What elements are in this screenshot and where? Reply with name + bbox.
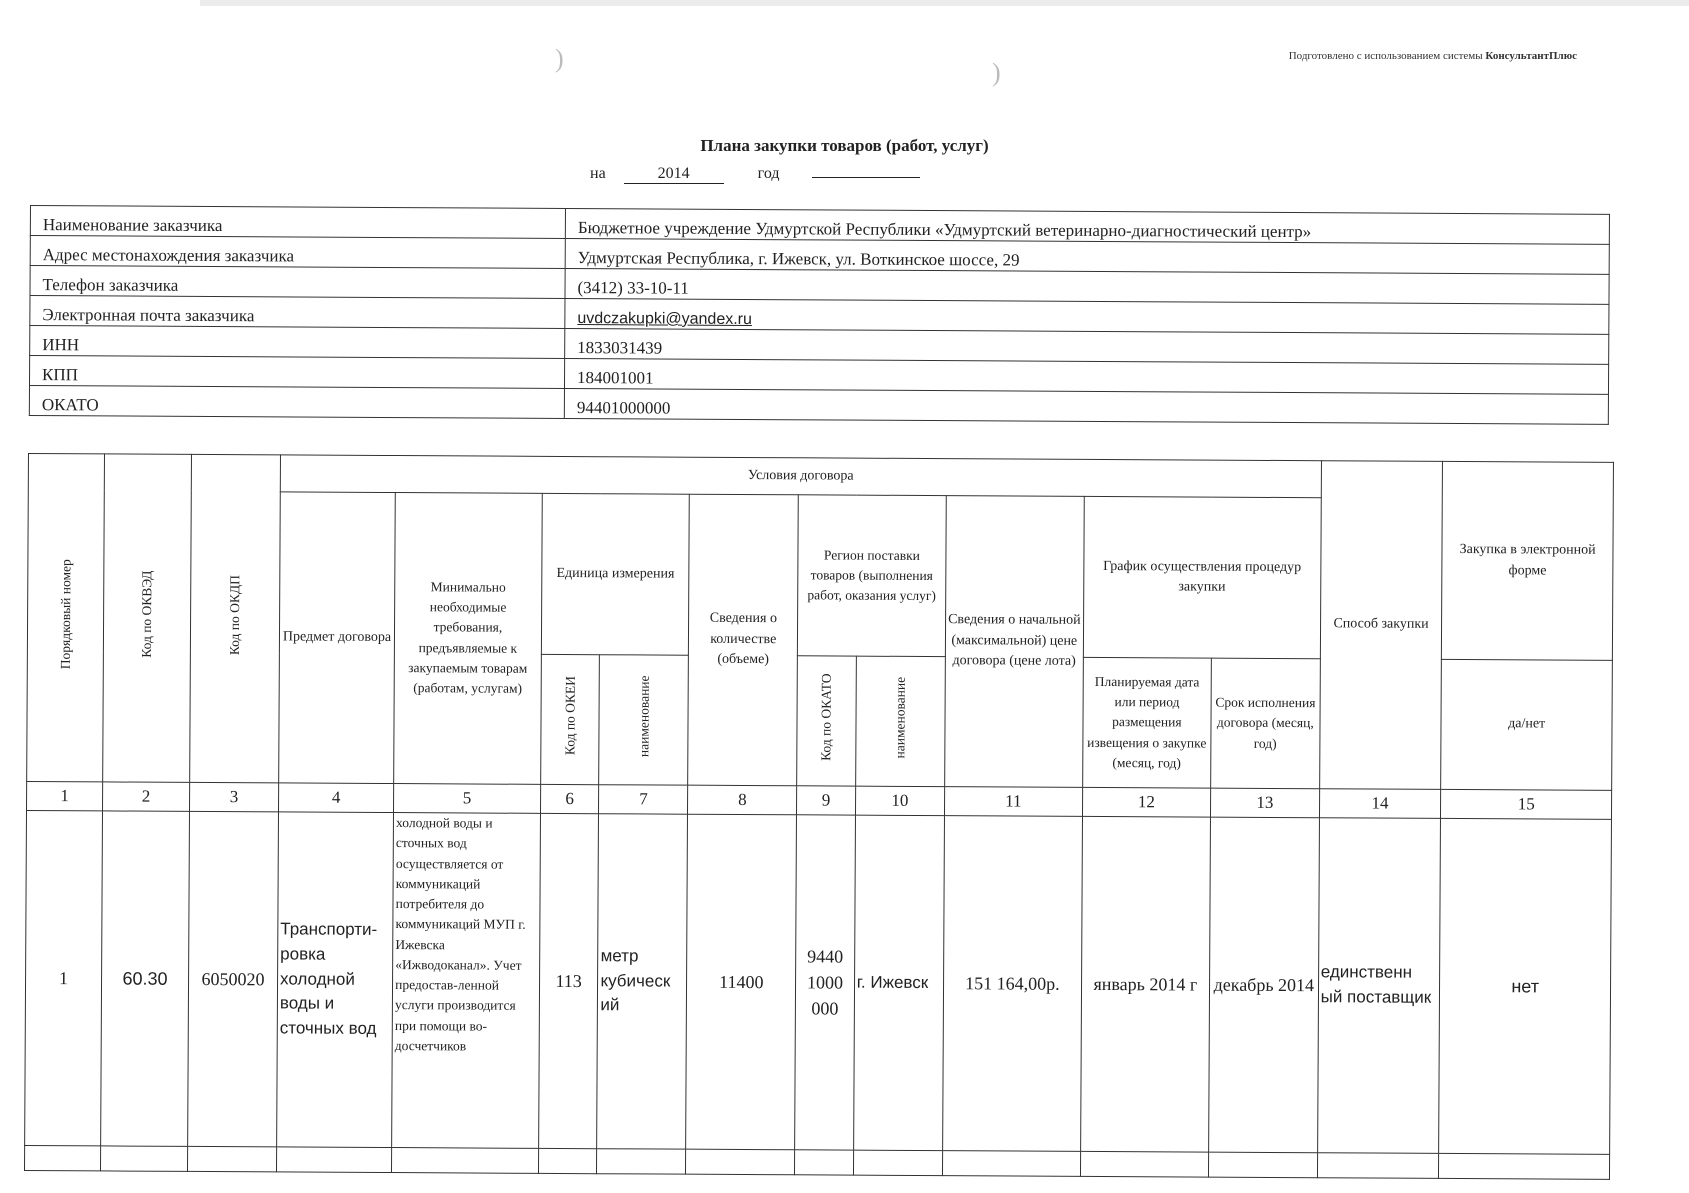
- prepared-prefix: Подготовлено с использованием системы: [1288, 50, 1483, 62]
- cell-okato: 9440 1000 000: [795, 815, 856, 1150]
- header-quantity: Сведения о количестве (объеме): [688, 494, 798, 785]
- subtitle-god: год: [757, 165, 780, 182]
- info-label: Адрес местонахождения заказчика: [30, 236, 565, 269]
- header-unit-name: наименование: [599, 655, 689, 785]
- cell-quantity: 11400: [686, 814, 796, 1149]
- cell-electronic: нет: [1439, 819, 1612, 1154]
- header-method: Способ закупки: [1319, 461, 1442, 789]
- cell-unit: метр кубическ ий: [597, 814, 688, 1149]
- punch-mark-right: ): [992, 58, 1001, 87]
- header-initial-price: Сведения о начальной (максимальной) цене договора (цене лота): [944, 496, 1084, 787]
- info-label: Электронная почта заказчика: [30, 296, 565, 329]
- info-value: Бюджетное учреждение Удмуртской Республики «Удмуртский ветеринарно-диагностический центр»: [565, 208, 1609, 244]
- header-planned-date: Планируемая дата или период размещения извещения о закупке (месяц, год): [1082, 658, 1211, 788]
- header-row-1: [28, 454, 1613, 500]
- info-label: Телефон заказчика: [30, 266, 565, 299]
- column-number: 9: [797, 785, 856, 815]
- punch-mark-left: ): [555, 44, 564, 73]
- info-label: ОКАТО: [29, 385, 564, 418]
- info-label: Наименование заказчика: [30, 206, 565, 239]
- customer-info-table: [29, 205, 1610, 425]
- header-okdp: Код по ОКДП: [190, 454, 281, 782]
- column-number: 5: [394, 783, 541, 813]
- prepared-note: [1289, 50, 1577, 62]
- scan-edge: [200, 0, 1689, 6]
- header-execution-term: Срок исполнения договора (месяц, год): [1211, 658, 1320, 788]
- column-number: 13: [1210, 788, 1319, 818]
- column-number: 11: [944, 786, 1082, 816]
- header-contract-terms: Условия договора: [280, 455, 1321, 498]
- column-number: 8: [688, 785, 797, 815]
- header-min-requirements: Минимально необходимые требования, предъявляемые к закупаемым товарам (работам, услугам): [394, 492, 542, 783]
- header-subject: Предмет договора: [279, 492, 396, 783]
- column-number: 1: [27, 781, 103, 811]
- cell-price: 151 164,00р.: [942, 816, 1082, 1151]
- table-row: [25, 811, 1612, 1154]
- cell-method: единственн ый поставщик: [1317, 818, 1441, 1153]
- info-label: ИНН: [30, 326, 565, 359]
- cell-order-number: 1: [25, 811, 103, 1146]
- prepared-system: КонсультантПлюс: [1485, 50, 1577, 62]
- plan-year-line: [590, 165, 920, 184]
- header-order-number: Порядковый номер: [27, 454, 105, 782]
- email-link[interactable]: uvdczakupki@yandex.ru: [577, 310, 752, 329]
- column-number: 7: [599, 784, 688, 814]
- cell-region: г. Ижевск: [853, 815, 944, 1150]
- column-number: 4: [278, 782, 393, 812]
- info-value: (3412) 33-10-11: [565, 268, 1609, 304]
- column-number: 15: [1441, 789, 1612, 820]
- cell-subject: Транспорти-ровка холодной воды и сточных вод: [277, 812, 394, 1147]
- header-electronic: Закупка в электронной форме: [1442, 461, 1614, 660]
- page-title: Плана закупки товаров (работ, услуг): [700, 136, 989, 155]
- info-value: 1833031439: [565, 328, 1609, 364]
- header-unit: Единица измерения: [541, 493, 690, 655]
- column-number: 3: [189, 782, 278, 812]
- header-region: Регион поставки товаров (выполнения работ, оказания услуг): [797, 495, 946, 657]
- header-okei: Код по ОКЕИ: [540, 655, 599, 784]
- header-schedule: График осуществления процедур закупки: [1083, 496, 1321, 659]
- column-number: 14: [1319, 788, 1441, 818]
- column-number: 2: [103, 781, 190, 811]
- column-number: 10: [855, 786, 944, 816]
- header-yes-no: да/нет: [1441, 660, 1612, 790]
- column-number: 6: [540, 784, 599, 814]
- cell-okved: 60.30: [101, 811, 190, 1146]
- plan-year: 2014: [624, 165, 724, 184]
- header-okato: Код по ОКАТО: [797, 656, 856, 785]
- info-label: КПП: [29, 356, 564, 389]
- subtitle-na: на: [590, 165, 606, 182]
- info-value: 94401000000: [564, 388, 1608, 424]
- info-value: Удмуртская Республика, г. Ижевск, ул. Воткинское шоссе, 29: [565, 238, 1609, 274]
- cell-okdp: 6050020: [188, 812, 279, 1147]
- cell-requirements: холодной воды и сточных вод осуществляется от коммуникаций потребителя до коммуникаций МУП г. Ижевска «Ижводоканал». Учет предостав-ленной услуги производится при помощи во-досчетчиков: [392, 813, 541, 1148]
- subtitle-blank: [812, 177, 920, 178]
- procurement-plan-table: [24, 453, 1614, 1180]
- cell-term: декабрь 2014: [1209, 817, 1320, 1152]
- column-number: 12: [1082, 787, 1210, 817]
- info-value: 184001001: [564, 358, 1608, 394]
- cell-planned: январь 2014 г: [1080, 817, 1210, 1152]
- header-region-name: наименование: [855, 657, 945, 787]
- header-okved: Код по ОКВЭД: [103, 454, 192, 782]
- cell-okei: 113: [538, 813, 599, 1148]
